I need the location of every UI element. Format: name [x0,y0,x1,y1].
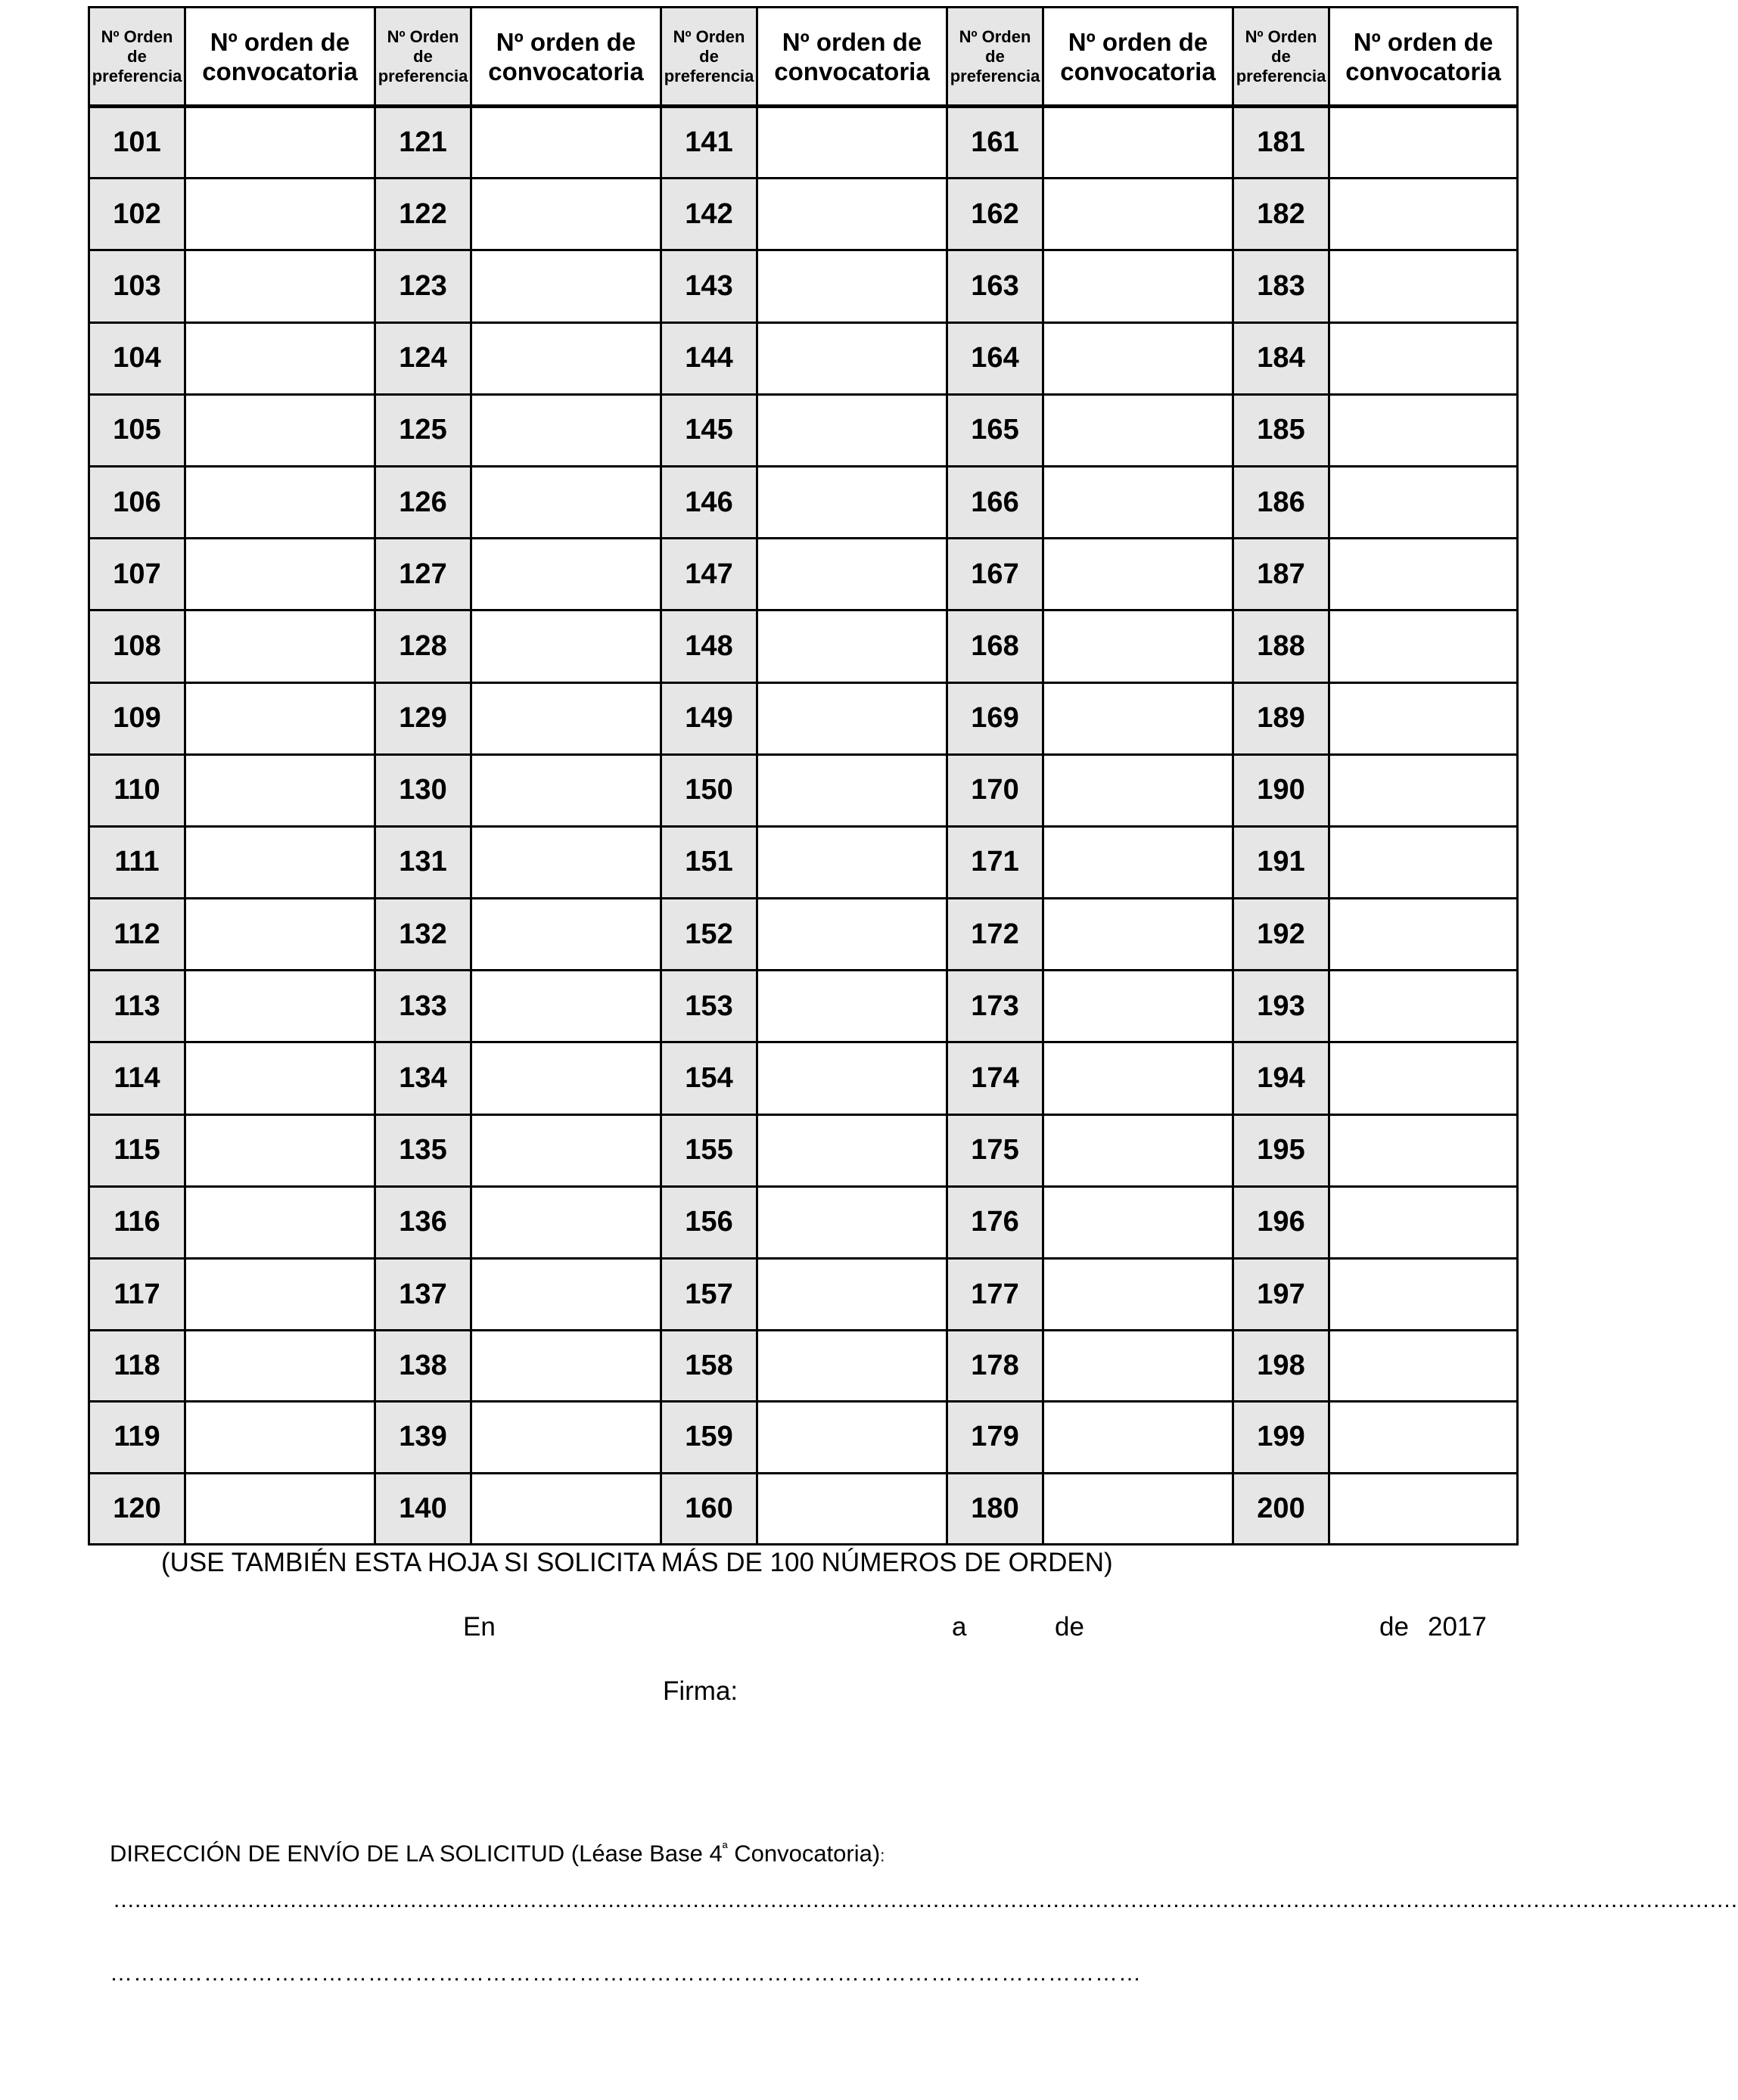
table-row [89,682,1518,754]
preference-number: 171 [947,826,1043,898]
header-preference-2: Nº Orden de preferencia [375,8,471,107]
preference-number: 167 [947,539,1043,610]
convocatoria-entry-cell[interactable] [1043,1186,1233,1258]
address-line-1[interactable]: ...................................................................................................................................................................................................................................... [113,1887,1738,1912]
convocatoria-entry-cell[interactable] [757,466,947,538]
convocatoria-entry-cell[interactable] [471,1114,661,1186]
convocatoria-entry-cell[interactable] [757,1114,947,1186]
preference-number: 181 [1233,107,1329,179]
preference-number: 117 [89,1259,185,1331]
convocatoria-entry-cell[interactable] [185,610,375,682]
convocatoria-entry-cell[interactable] [1043,539,1233,610]
convocatoria-entry-cell[interactable] [1329,179,1518,250]
convocatoria-entry-cell[interactable] [471,610,661,682]
convocatoria-entry-cell[interactable] [185,899,375,971]
preference-number: 163 [947,250,1043,322]
preference-number: 144 [661,322,757,394]
preference-number: 180 [947,1473,1043,1544]
usage-note: (USE TAMBIÉN ESTA HOJA SI SOLICITA MÁS DE 100 NÚMEROS DE ORDEN) [161,1548,1113,1577]
convocatoria-entry-cell[interactable] [1043,250,1233,322]
preference-number: 128 [375,610,471,682]
preference-number: 127 [375,539,471,610]
preference-number: 183 [1233,250,1329,322]
convocatoria-entry-cell[interactable] [471,466,661,538]
preference-number: 165 [947,394,1043,466]
convocatoria-entry-cell[interactable] [757,539,947,610]
preference-number: 152 [661,899,757,971]
convocatoria-entry-cell[interactable] [757,1402,947,1473]
convocatoria-entry-cell[interactable] [471,179,661,250]
header-convocatoria-1: Nº orden de convocatoria [185,8,375,107]
preference-number: 188 [1233,610,1329,682]
convocatoria-entry-cell[interactable] [1329,1331,1518,1402]
preference-number: 104 [89,322,185,394]
convocatoria-entry-cell[interactable] [185,179,375,250]
convocatoria-entry-cell[interactable] [1043,754,1233,826]
convocatoria-entry-cell[interactable] [1043,1259,1233,1331]
convocatoria-entry-cell[interactable] [185,107,375,179]
convocatoria-entry-cell[interactable] [1043,1473,1233,1544]
convocatoria-entry-cell[interactable] [185,250,375,322]
address-label [110,1840,885,1867]
preference-number: 158 [661,1331,757,1402]
preference-number: 197 [1233,1259,1329,1331]
preference-number: 148 [661,610,757,682]
convocatoria-entry-cell[interactable] [1043,971,1233,1042]
preference-number: 172 [947,899,1043,971]
signature-label: Firma: [663,1676,738,1706]
convocatoria-entry-cell[interactable] [757,1042,947,1114]
preference-number: 118 [89,1331,185,1402]
convocatoria-entry-cell[interactable] [1043,682,1233,754]
convocatoria-entry-cell[interactable] [757,179,947,250]
convocatoria-entry-cell[interactable] [757,107,947,179]
preference-number: 174 [947,1042,1043,1114]
convocatoria-entry-cell[interactable] [185,1473,375,1544]
convocatoria-entry-cell[interactable] [185,1186,375,1258]
address-label-text: DIRECCIÓN DE ENVÍO DE LA SOLICITUD (Léase Base 4 [110,1840,723,1867]
preference-number: 185 [1233,394,1329,466]
convocatoria-entry-cell[interactable] [757,899,947,971]
table-row [89,322,1518,394]
convocatoria-entry-cell[interactable] [185,394,375,466]
preference-number: 116 [89,1186,185,1258]
convocatoria-entry-cell[interactable] [1329,107,1518,179]
preference-number: 159 [661,1402,757,1473]
table-row [89,250,1518,322]
convocatoria-entry-cell[interactable] [757,250,947,322]
table-row [89,1331,1518,1402]
convocatoria-entry-cell[interactable] [471,539,661,610]
header-preference-4: Nº Orden de preferencia [947,8,1043,107]
preference-number: 191 [1233,826,1329,898]
preference-number: 153 [661,971,757,1042]
convocatoria-entry-cell[interactable] [1329,682,1518,754]
preference-number: 119 [89,1402,185,1473]
table-row [89,754,1518,826]
address-label-end: Convocatoria) [727,1840,881,1867]
preference-number: 176 [947,1186,1043,1258]
preference-number: 125 [375,394,471,466]
table-header-row [89,8,1518,107]
convocatoria-entry-cell[interactable] [1329,826,1518,898]
convocatoria-entry-cell[interactable] [757,971,947,1042]
convocatoria-entry-cell[interactable] [185,1331,375,1402]
preference-number: 177 [947,1259,1043,1331]
preference-number: 169 [947,682,1043,754]
convocatoria-entry-cell[interactable] [1043,1042,1233,1114]
convocatoria-entry-cell[interactable] [1329,539,1518,610]
date-year: 2017 [1428,1612,1487,1642]
preference-number: 114 [89,1042,185,1114]
date-de-label-2: de [1379,1612,1409,1642]
convocatoria-entry-cell[interactable] [185,682,375,754]
preference-number: 156 [661,1186,757,1258]
convocatoria-entry-cell[interactable] [1329,1042,1518,1114]
convocatoria-entry-cell[interactable] [757,682,947,754]
convocatoria-entry-cell[interactable] [1043,1114,1233,1186]
preference-number: 147 [661,539,757,610]
preference-number: 131 [375,826,471,898]
table-row [89,826,1518,898]
preference-number: 157 [661,1259,757,1331]
preference-number: 140 [375,1473,471,1544]
preference-number: 187 [1233,539,1329,610]
convocatoria-entry-cell[interactable] [1043,826,1233,898]
preference-number: 164 [947,322,1043,394]
header-convocatoria-3: Nº orden de convocatoria [757,8,947,107]
table-row [89,1186,1518,1258]
preference-number: 168 [947,610,1043,682]
preference-number: 123 [375,250,471,322]
convocatoria-entry-cell[interactable] [185,1259,375,1331]
convocatoria-entry-cell[interactable] [471,1259,661,1331]
preference-number: 107 [89,539,185,610]
preference-number: 162 [947,179,1043,250]
header-convocatoria-2: Nº orden de convocatoria [471,8,661,107]
preference-number: 193 [1233,971,1329,1042]
preference-number: 189 [1233,682,1329,754]
convocatoria-entry-cell[interactable] [757,1331,947,1402]
preference-number: 190 [1233,754,1329,826]
convocatoria-entry-cell[interactable] [1329,1114,1518,1186]
convocatoria-entry-cell[interactable] [185,971,375,1042]
preference-number: 135 [375,1114,471,1186]
convocatoria-entry-cell[interactable] [1329,466,1518,538]
address-line-2[interactable]: …………………………………………………………………………………………………………………… [110,1961,1142,1986]
table-row [89,1114,1518,1186]
preference-number: 166 [947,466,1043,538]
convocatoria-entry-cell[interactable] [1043,322,1233,394]
convocatoria-entry-cell[interactable] [471,394,661,466]
table-row [89,466,1518,538]
convocatoria-entry-cell[interactable] [1043,610,1233,682]
convocatoria-entry-cell[interactable] [471,826,661,898]
address-label-colon: : [880,1846,885,1865]
convocatoria-entry-cell[interactable] [471,754,661,826]
preference-number: 106 [89,466,185,538]
convocatoria-entry-cell[interactable] [185,539,375,610]
preference-number: 151 [661,826,757,898]
preference-number: 192 [1233,899,1329,971]
preference-number: 132 [375,899,471,971]
table-row [89,1042,1518,1114]
convocatoria-entry-cell[interactable] [1043,394,1233,466]
convocatoria-entry-cell[interactable] [757,826,947,898]
convocatoria-entry-cell[interactable] [471,899,661,971]
table-row [89,1259,1518,1331]
table-row [89,107,1518,179]
convocatoria-entry-cell[interactable] [1329,1402,1518,1473]
convocatoria-entry-cell[interactable] [757,1259,947,1331]
preference-number: 103 [89,250,185,322]
convocatoria-entry-cell[interactable] [1043,107,1233,179]
preference-number: 199 [1233,1402,1329,1473]
convocatoria-entry-cell[interactable] [185,754,375,826]
preference-number: 136 [375,1186,471,1258]
preference-number: 195 [1233,1114,1329,1186]
convocatoria-entry-cell[interactable] [1329,394,1518,466]
table-row [89,899,1518,971]
preference-number: 150 [661,754,757,826]
preference-number: 126 [375,466,471,538]
convocatoria-entry-cell[interactable] [471,322,661,394]
convocatoria-entry-cell[interactable] [471,1473,661,1544]
convocatoria-entry-cell[interactable] [1329,250,1518,322]
preference-number: 145 [661,394,757,466]
convocatoria-entry-cell[interactable] [757,394,947,466]
preference-number: 109 [89,682,185,754]
preference-number: 170 [947,754,1043,826]
preference-number: 194 [1233,1042,1329,1114]
convocatoria-entry-cell[interactable] [1043,899,1233,971]
convocatoria-entry-cell[interactable] [1329,1259,1518,1331]
convocatoria-entry-cell[interactable] [1043,466,1233,538]
convocatoria-entry-cell[interactable] [185,826,375,898]
convocatoria-entry-cell[interactable] [471,1042,661,1114]
preference-number: 196 [1233,1186,1329,1258]
convocatoria-entry-cell[interactable] [1329,971,1518,1042]
address-label-sup: ª [722,1840,728,1856]
table-row [89,610,1518,682]
preference-number: 129 [375,682,471,754]
preference-number: 115 [89,1114,185,1186]
preference-number: 173 [947,971,1043,1042]
convocatoria-entry-cell[interactable] [185,1114,375,1186]
preference-number: 130 [375,754,471,826]
header-preference-5: Nº Orden de preferencia [1233,8,1329,107]
preference-number: 160 [661,1473,757,1544]
convocatoria-entry-cell[interactable] [185,322,375,394]
table-row [89,971,1518,1042]
header-convocatoria-4: Nº orden de convocatoria [1043,8,1233,107]
preference-number: 113 [89,971,185,1042]
preference-number: 108 [89,610,185,682]
convocatoria-entry-cell[interactable] [185,1402,375,1473]
convocatoria-entry-cell[interactable] [1043,1331,1233,1402]
preference-number: 186 [1233,466,1329,538]
convocatoria-entry-cell[interactable] [757,322,947,394]
table-row [89,1473,1518,1544]
convocatoria-entry-cell[interactable] [471,107,661,179]
preference-number: 105 [89,394,185,466]
convocatoria-entry-cell[interactable] [471,1402,661,1473]
convocatoria-entry-cell[interactable] [185,1042,375,1114]
table-row [89,394,1518,466]
convocatoria-entry-cell[interactable] [1329,899,1518,971]
preference-number: 111 [89,826,185,898]
table-row [89,539,1518,610]
convocatoria-entry-cell[interactable] [185,466,375,538]
date-en-label: En [463,1612,496,1642]
preference-number: 200 [1233,1473,1329,1544]
convocatoria-entry-cell[interactable] [757,610,947,682]
preference-number: 179 [947,1402,1043,1473]
date-a-label: a [952,1612,967,1642]
convocatoria-entry-cell[interactable] [1329,1473,1518,1544]
preference-number: 161 [947,107,1043,179]
convocatoria-entry-cell[interactable] [757,1473,947,1544]
preference-number: 112 [89,899,185,971]
convocatoria-entry-cell[interactable] [471,1186,661,1258]
convocatoria-entry-cell[interactable] [1043,1402,1233,1473]
table-row [89,1402,1518,1473]
preference-number: 133 [375,971,471,1042]
convocatoria-entry-cell[interactable] [1329,754,1518,826]
preference-number: 102 [89,179,185,250]
preference-number: 101 [89,107,185,179]
convocatoria-entry-cell[interactable] [757,754,947,826]
convocatoria-entry-cell[interactable] [471,250,661,322]
convocatoria-entry-cell[interactable] [1329,322,1518,394]
header-preference-3: Nº Orden de preferencia [661,8,757,107]
header-convocatoria-5: Nº orden de convocatoria [1329,8,1518,107]
preference-number: 143 [661,250,757,322]
preference-number: 155 [661,1114,757,1186]
preference-number: 134 [375,1042,471,1114]
convocatoria-entry-cell[interactable] [1329,610,1518,682]
preference-number: 178 [947,1331,1043,1402]
convocatoria-entry-cell[interactable] [757,1186,947,1258]
preference-number: 184 [1233,322,1329,394]
preference-number: 146 [661,466,757,538]
preference-number: 120 [89,1473,185,1544]
preference-number: 121 [375,107,471,179]
preference-number: 137 [375,1259,471,1331]
preference-number: 198 [1233,1331,1329,1402]
table-row [89,179,1518,250]
preference-number: 149 [661,682,757,754]
preference-number: 141 [661,107,757,179]
preference-table [88,6,1519,1545]
preference-number: 175 [947,1114,1043,1186]
preference-number: 110 [89,754,185,826]
date-de-label-1: de [1055,1612,1084,1642]
convocatoria-entry-cell[interactable] [1043,179,1233,250]
preference-number: 139 [375,1402,471,1473]
convocatoria-entry-cell[interactable] [471,971,661,1042]
preference-number: 182 [1233,179,1329,250]
convocatoria-entry-cell[interactable] [471,682,661,754]
preference-number: 124 [375,322,471,394]
preference-number: 122 [375,179,471,250]
convocatoria-entry-cell[interactable] [471,1331,661,1402]
preference-number: 154 [661,1042,757,1114]
preference-number: 138 [375,1331,471,1402]
convocatoria-entry-cell[interactable] [1329,1186,1518,1258]
header-preference-1: Nº Orden de preferencia [89,8,185,107]
preference-number: 142 [661,179,757,250]
